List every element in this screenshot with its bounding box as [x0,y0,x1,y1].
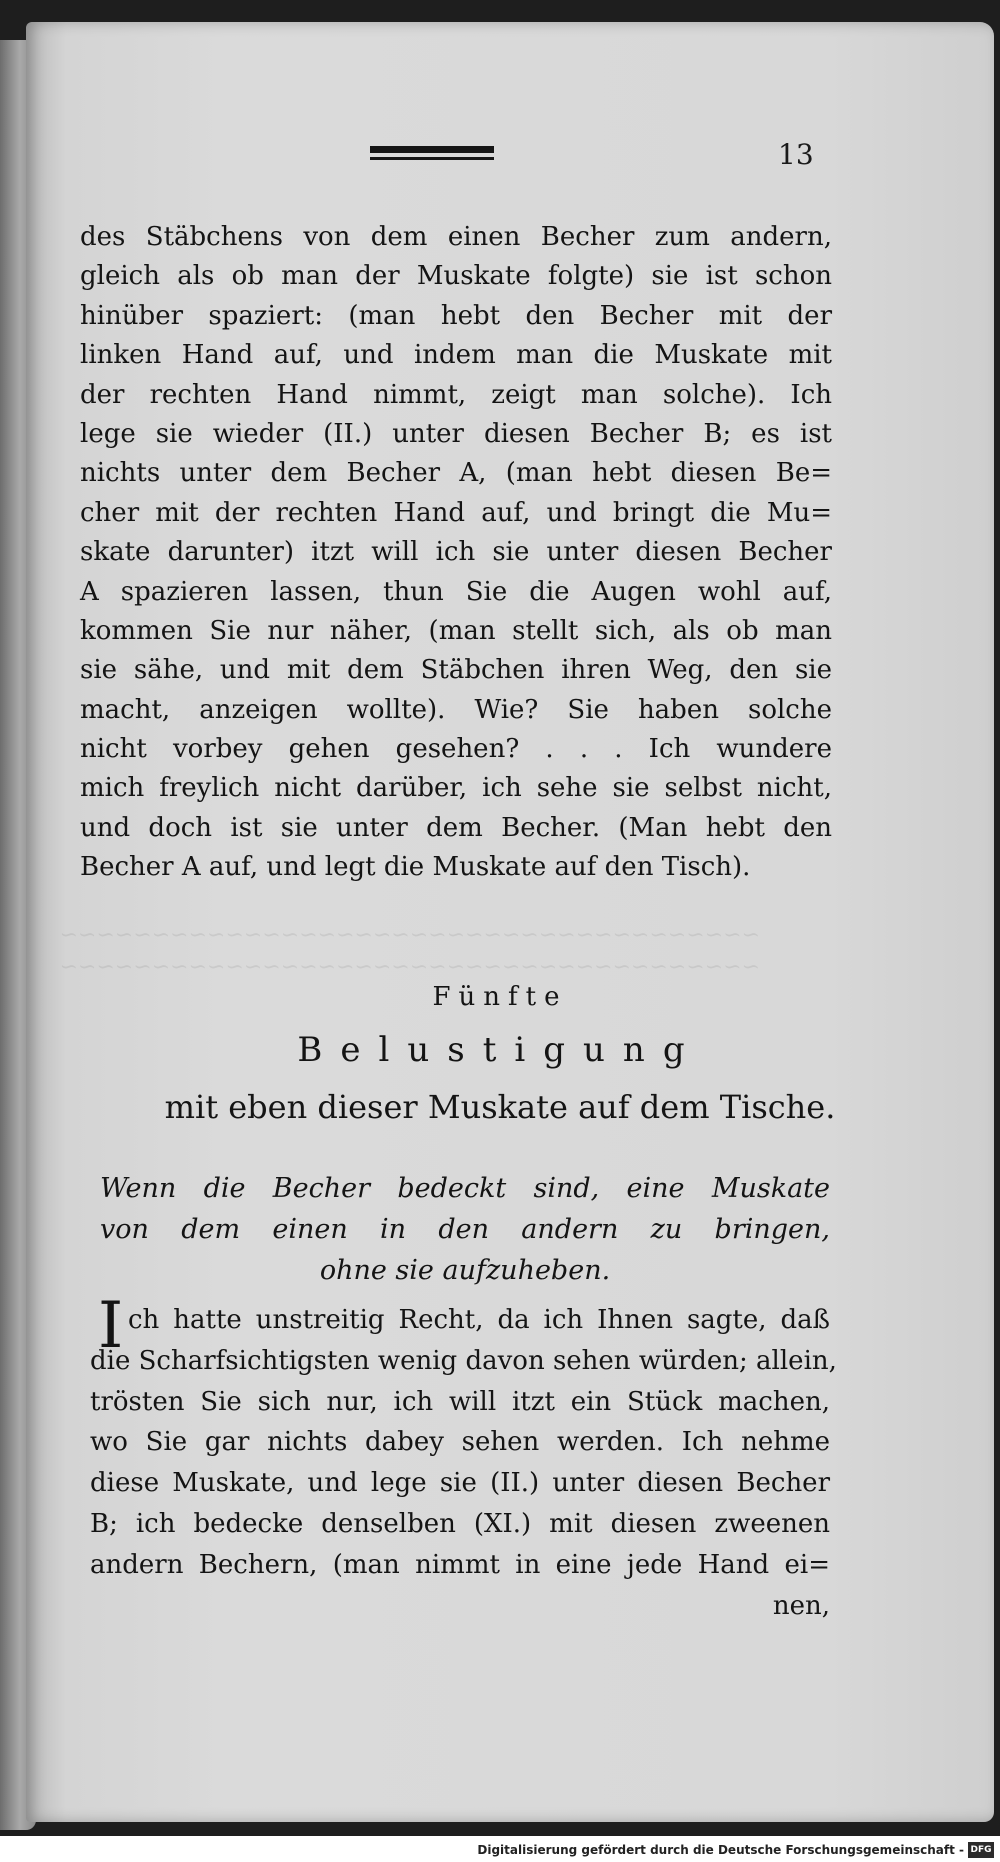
subtitle-line: Wenn die Becher bedeckt sind, eine Muskate [100,1173,830,1204]
text-line: nichts unter dem Becher A, (man hebt diesen Be= [80,458,832,489]
text-line: hinüber spaziert: (man hebt den Becher mit der [80,300,832,331]
header-rule-thin [370,157,494,160]
text-line: Becher A auf, und legt die Muskate auf den Tisch). [80,852,751,883]
funding-credit: Digitalisierung gefördert durch die Deutsche Forschungsgemeinschaft - [477,1843,964,1857]
text-line: der rechten Hand nimmt, zeigt man solche). Ich [80,379,832,410]
text-line: diese Muskate, und lege sie (II.) unter diesen Becher [90,1468,830,1499]
text-line: cher mit der rechten Hand auf, und bringt die Mu= [80,497,832,528]
page-number: 13 [778,138,814,171]
text-line: mich freylich nicht darüber, ich sehe sie selbst nicht, [80,773,832,804]
text-line: trösten Sie sich nur, ich will itzt ein Stück machen, [90,1386,830,1417]
body-paragraph-2 [90,1300,837,1626]
text-line: B; ich bedecke denselben (XI.) mit diesen zweenen [90,1508,830,1539]
text-line: skate darunter) itzt will ich sie unter diesen Becher [80,537,832,568]
body-paragraph-1 [80,218,832,888]
header-rule-thick [370,146,494,153]
text-line: kommen Sie nur näher, (man stellt sich, als ob man [80,615,832,646]
section-heading-subtitle: mit eben dieser Muskate auf dem Tische. [164,1088,836,1126]
text-line: macht, anzeigen wollte). Wie? Sie haben solche [80,694,832,725]
section-heading-title: Belustigung [297,1030,703,1070]
text-line: lege sie wieder (II.) unter diesen Becher B; es ist [80,418,832,449]
text-line: linken Hand auf, und indem man die Muskate mit [80,340,832,371]
text-line: ch hatte unstreitig Recht, da ich Ihnen sagte, daß [128,1305,830,1335]
bleed-through-texture: ~~~~~~~~~~~~~~~~~~~~~~~~~~~~~~~~~~~~~~ ~~~~~~~~~~~~~~~~~~~~~~~~~~~~~~~~~~~~~~ [59,923,760,980]
subtitle-line: von dem einen in den andern zu bringen, [100,1214,830,1245]
footer-bar [0,1836,1000,1862]
text-line: des Stäbchens von dem einen Becher zum andern, [80,222,832,252]
text-line: A spazieren lassen, thun Sie die Augen wohl auf, [80,576,832,607]
text-line: nicht vorbey gehen gesehen? . . . Ich wundere [80,734,832,765]
dfg-logo-icon: DFG [968,1842,994,1858]
header-rule [370,146,494,160]
text-line: andern Bechern, (man nimmt in eine jede Hand ei= [90,1549,830,1580]
subtitle-line: ohne sie aufzuheben. [319,1255,611,1286]
drop-cap: I [98,1289,124,1363]
text-line: und doch ist sie unter dem Becher. (Man hebt den [80,812,832,843]
text-line: gleich als ob man der Muskate folgte) sie ist schon [80,261,832,292]
catchword: nen, [772,1590,830,1621]
text-line: sie sähe, und mit dem Stäbchen ihren Weg, den sie [80,655,832,686]
trick-description [100,1168,830,1291]
text-line: wo Sie gar nichts dabey sehen werden. Ich nehme [90,1427,830,1458]
section-heading-ordinal: Fünfte [432,982,568,1012]
text-line: die Scharfsichtigsten wenig davon sehen würden; allein, [90,1345,837,1376]
